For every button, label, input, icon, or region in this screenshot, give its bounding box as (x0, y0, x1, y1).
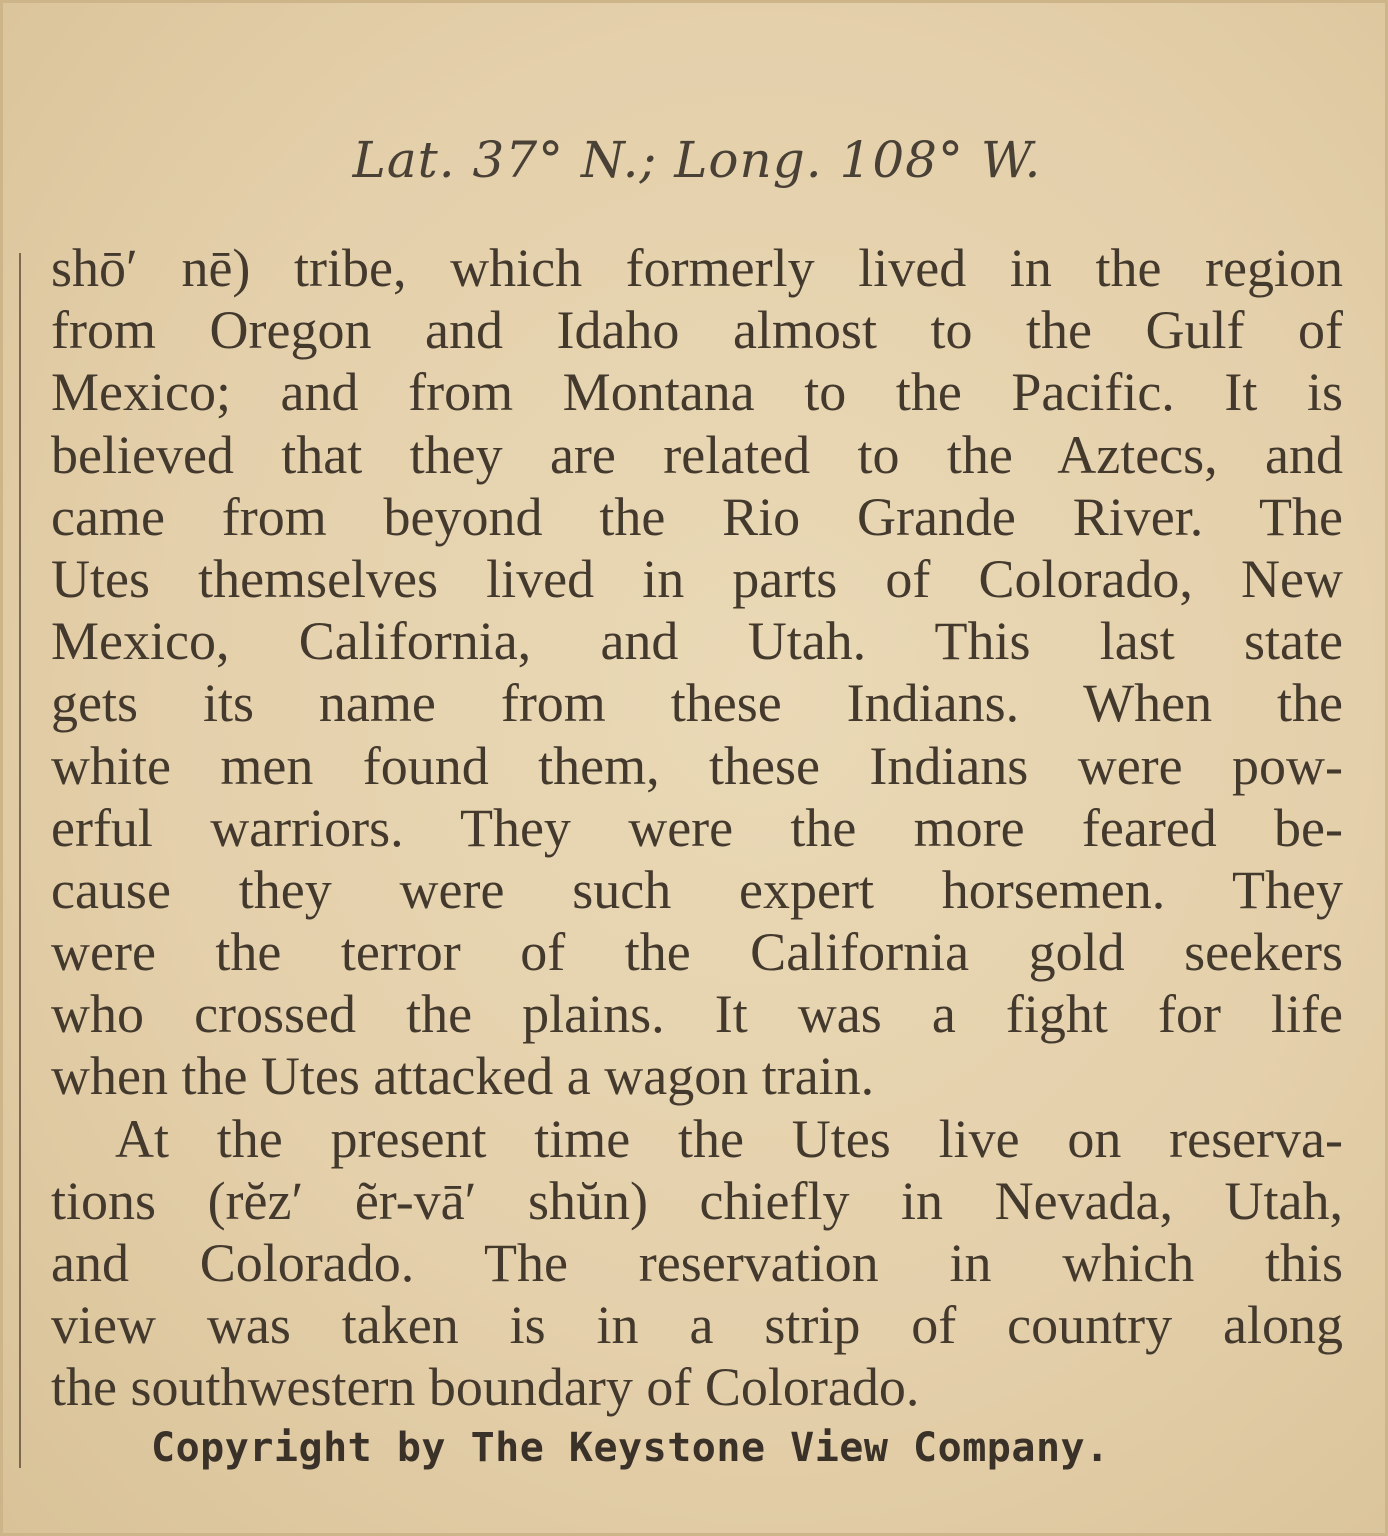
text-line: tions (rĕz′ ẽr-vā′ shŭn) chiefly in Nevada, Utah, (51, 1170, 1343, 1231)
text-line: view was taken is in a strip of country along (51, 1295, 1343, 1356)
copyright-notice: Copyright by The Keystone View Company. (151, 1425, 1110, 1471)
description-text (51, 237, 1343, 1419)
text-line: believed that they are related to the Aztecs, and (51, 424, 1343, 485)
text-line: At the present time the Utes live on reserva- (115, 1108, 1343, 1169)
text-line: came from beyond the Rio Grande River. The (51, 486, 1343, 547)
text-line: Utes themselves lived in parts of Colorado, New (51, 548, 1343, 609)
text-line: when the Utes attacked a wagon train. (51, 1046, 875, 1107)
left-margin-rule (19, 253, 21, 1468)
text-line: cause they were such expert horsemen. They (51, 859, 1343, 920)
text-line: Mexico, California, and Utah. This last state (51, 611, 1343, 672)
text-line: who crossed the plains. It was a fight for life (51, 984, 1343, 1045)
text-line: erful warriors. They were the more feared be- (51, 797, 1343, 858)
text-line: were the terror of the California gold seekers (51, 922, 1343, 983)
text-line: white men found them, these Indians were pow- (51, 735, 1343, 796)
text-line: gets its name from these Indians. When the (51, 673, 1343, 734)
text-line: from Oregon and Idaho almost to the Gulf of (51, 300, 1343, 361)
text-line: the southwestern boundary of Colorado. (51, 1357, 920, 1418)
coordinates-heading: Lat. 37° N.; Long. 108° W. (352, 131, 1042, 189)
text-line: and Colorado. The reservation in which this (51, 1233, 1343, 1293)
text-line: shō′ nē) tribe, which formerly lived in the region (51, 238, 1343, 298)
text-line: Mexico; and from Montana to the Pacific. It is (51, 362, 1343, 423)
